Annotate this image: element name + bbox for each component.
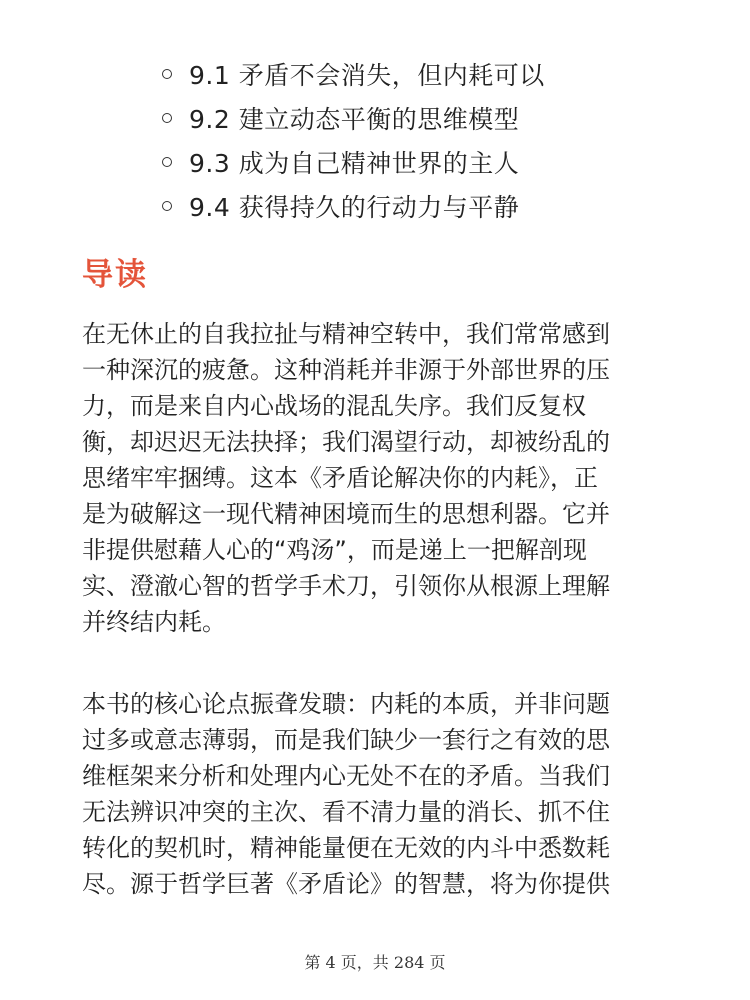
paragraph-line: 实、澄澈心智的哲学手术刀，引领你从根源上理解	[82, 572, 610, 600]
paragraph-line: 并终结内耗。	[82, 608, 226, 636]
toc-item-label: 9.2 建立动态平衡的思维模型	[189, 105, 520, 134]
toc-item-label: 9.1 矛盾不会消失，但内耗可以	[189, 61, 545, 90]
toc-item[interactable]	[162, 96, 545, 140]
body-paragraph	[82, 686, 672, 902]
toc-item[interactable]	[162, 184, 545, 228]
circle-bullet-icon	[162, 113, 172, 123]
paragraph-line: 维框架来分析和处理内心无处不在的矛盾。当我们	[82, 762, 610, 790]
paragraph-line: 转化的契机时，精神能量便在无效的内斗中悉数耗	[82, 834, 610, 862]
paragraph-line: 力，而是来自内心战场的混乱失序。我们反复权	[82, 392, 586, 420]
toc-item-label: 9.3 成为自己精神世界的主人	[189, 149, 520, 178]
paragraph-line: 思绪牢牢捆缚。这本《矛盾论解决你的内耗》，正	[82, 464, 598, 492]
circle-bullet-icon	[162, 157, 172, 167]
page-number: 第 4 页，共 284 页	[304, 953, 446, 972]
toc-item[interactable]	[162, 52, 545, 96]
paragraph-line: 非提供慰藉人心的“鸡汤”，而是递上一把解剖现	[82, 536, 587, 564]
paragraph-line: 是为破解这一现代精神困境而生的思想利器。它并	[82, 500, 610, 528]
paragraph-line: 无法辨识冲突的主次、看不清力量的消长、抓不住	[82, 798, 610, 826]
paragraph-line: 尽。源于哲学巨著《矛盾论》的智慧，将为你提供	[82, 870, 610, 898]
toc-item[interactable]	[162, 140, 545, 184]
section-heading: 导读	[82, 257, 148, 293]
toc-list	[162, 52, 545, 228]
circle-bullet-icon	[162, 201, 172, 211]
paragraph-line: 衡，却迟迟无法抉择；我们渴望行动，却被纷乱的	[82, 428, 610, 456]
paragraph-line: 过多或意志薄弱，而是我们缺少一套行之有效的思	[82, 726, 610, 754]
toc-item-label: 9.4 获得持久的行动力与平静	[189, 193, 520, 222]
body-paragraph	[82, 316, 672, 640]
paragraph-line: 一种深沉的疲惫。这种消耗并非源于外部世界的压	[82, 356, 610, 384]
circle-bullet-icon	[162, 69, 172, 79]
paragraph-line: 本书的核心论点振聋发聩：内耗的本质，并非问题	[82, 690, 610, 718]
paragraph-line: 在无休止的自我拉扯与精神空转中，我们常常感到	[82, 320, 610, 348]
